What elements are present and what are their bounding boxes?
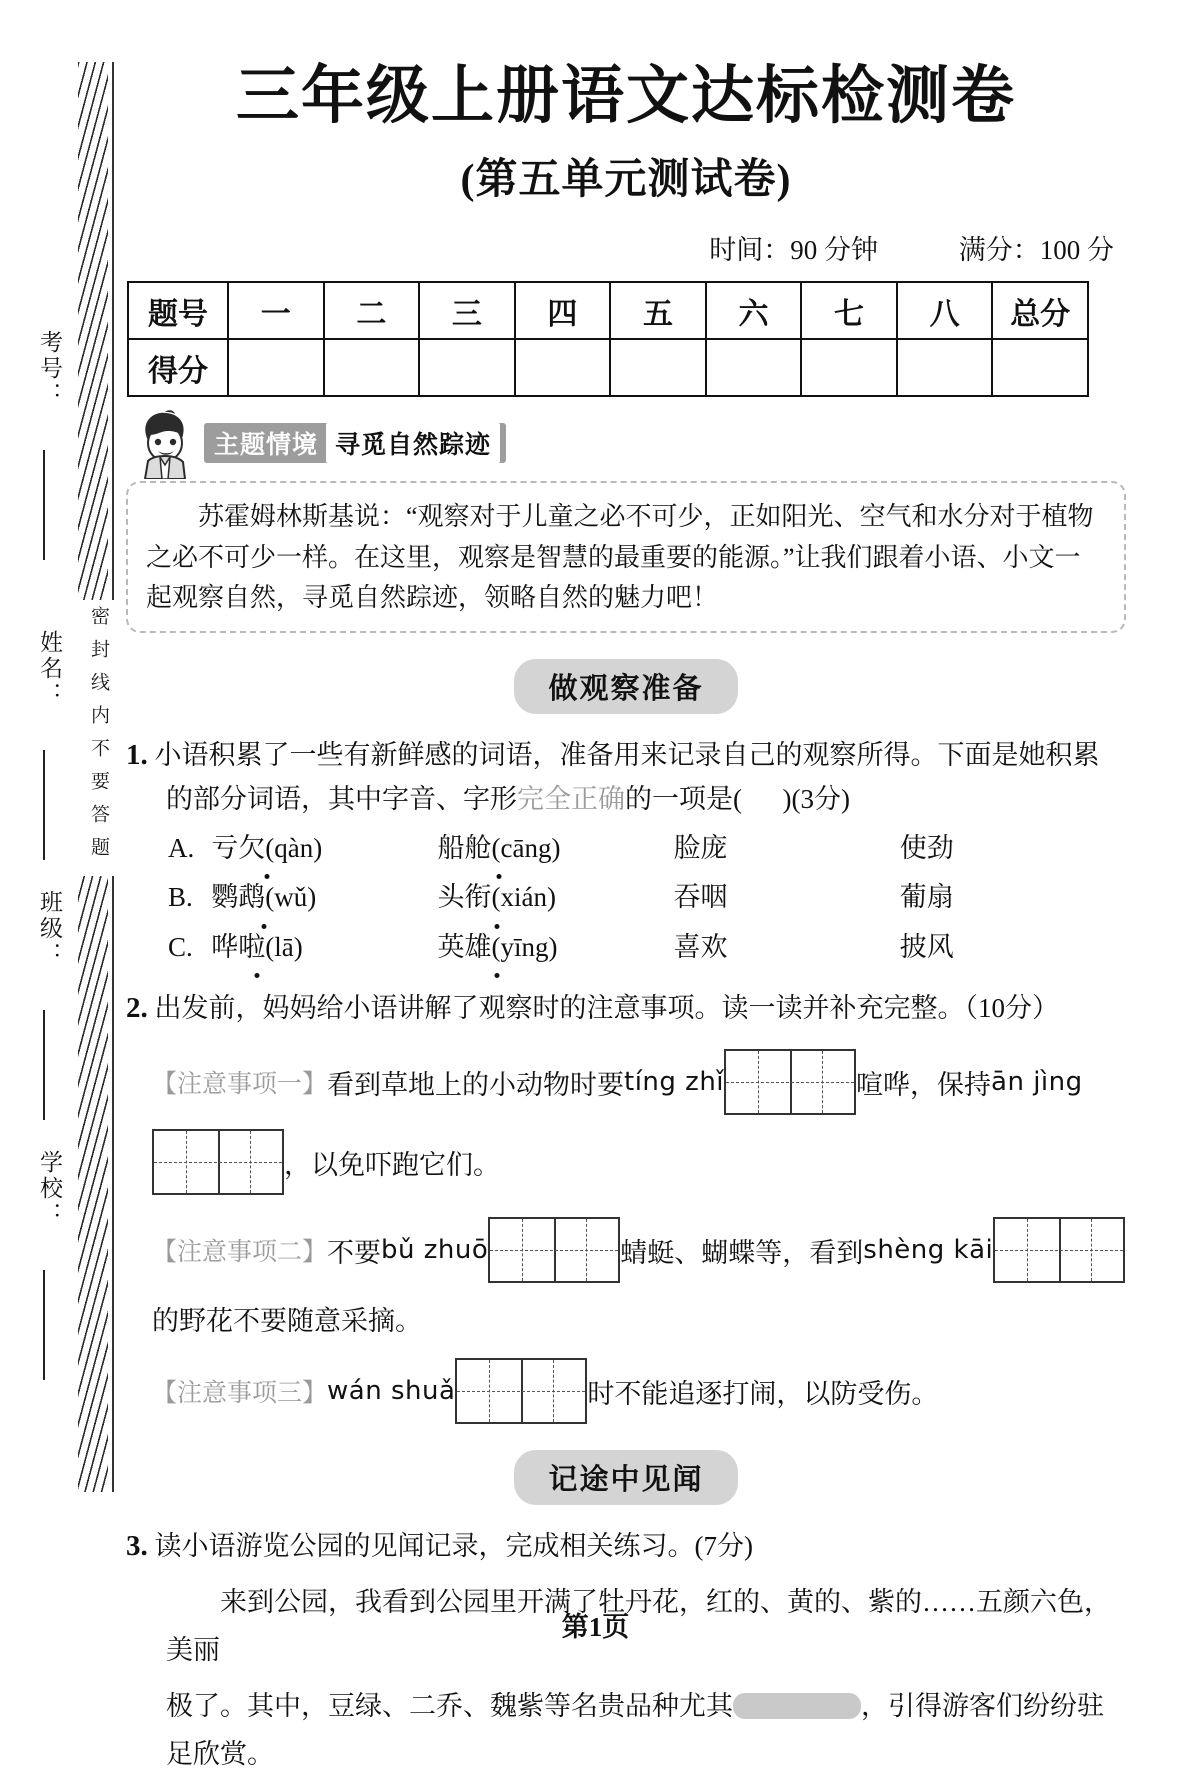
score-cell-8[interactable] <box>897 339 993 396</box>
score-row-label-question: 题号 <box>128 282 228 339</box>
score-cell-3[interactable] <box>419 339 515 396</box>
option-a-item-4: 使劲 <box>899 833 954 864</box>
note-2-pinyin1: bǔ zhuō <box>381 1235 489 1266</box>
page-title: 三年级上册语文达标检测卷 <box>236 61 1016 131</box>
question-3-passage-line2 <box>126 1682 1126 1778</box>
redacted-blank[interactable] <box>733 1693 861 1719</box>
field-exam-number-rule <box>43 450 45 560</box>
note-1-seg3: ，以免吓跑它们。 <box>284 1149 500 1180</box>
option-a-item-2: 船舱(cāng) <box>438 827 561 870</box>
question-1-option-b[interactable] <box>126 876 1126 919</box>
field-name: 姓名： <box>37 630 62 708</box>
question-2 <box>126 985 1126 1031</box>
section-pill-record: 记途中见闻 <box>514 1450 737 1505</box>
score-col-6: 六 <box>706 282 802 339</box>
exam-time: 时间：90 分钟 <box>709 235 878 266</box>
page-footer: 第1页 <box>561 1612 630 1642</box>
note-2-seg1: 不要 <box>327 1237 382 1268</box>
note-3-label: 【注意事项三】 <box>152 1380 328 1408</box>
question-3 <box>126 1523 1126 1569</box>
question-3-passage-line2-part2: ，引得游客们纷纷驻足欣赏。 <box>166 1690 1104 1769</box>
option-b-item-1: 鹦鹉(wǔ) <box>211 876 316 919</box>
note-1-grid-1[interactable] <box>724 1049 856 1115</box>
score-cell-total[interactable] <box>992 339 1088 396</box>
exam-total-score: 满分：100 分 <box>958 235 1114 266</box>
score-cell-4[interactable] <box>515 339 611 396</box>
note-line-1-cont <box>126 1129 1126 1195</box>
note-line-1 <box>126 1049 1126 1115</box>
score-cell-2[interactable] <box>324 339 420 396</box>
question-3-passage-line2-part1: 极了。其中，豆绿、二乔、魏紫等名贵品种尤其 <box>166 1690 733 1721</box>
question-1-number: 1. <box>126 738 148 771</box>
question-3-number: 3. <box>126 1530 148 1563</box>
theme-intro-text: 苏霍姆林斯基说：“观察对于儿童之必不可少，正如阳光、空气和水分对于植物之必不可少一样。在这里，观察是智慧的最重要的能源。”让我们跟着小语、小文一起观察自然，寻觅自然踪迹，领略自然的魅力吧！ <box>146 502 1094 613</box>
question-1-stem-line2 <box>126 778 1126 821</box>
score-table <box>127 281 1089 397</box>
score-table-value-row <box>128 339 1088 396</box>
note-3-seg2: 时不能追逐打闹，以防受伤。 <box>587 1378 939 1409</box>
theme-tag <box>204 423 506 463</box>
question-1-emphasis: 完全正确 <box>517 784 625 815</box>
note-2-grid-2[interactable] <box>993 1217 1125 1283</box>
score-row-label-points: 得分 <box>128 339 228 396</box>
option-c-label: C. <box>168 931 193 962</box>
note-2-label: 【注意事项二】 <box>152 1239 328 1267</box>
question-1-stem-part1: 的部分词语，其中字音、字形 <box>166 784 517 815</box>
field-school-rule <box>43 1270 45 1380</box>
score-col-3: 三 <box>419 282 515 339</box>
question-2-stem: 出发前，妈妈给小语讲解了观察时的注意事项。读一读并补充完整。（10分） <box>154 992 1059 1023</box>
field-exam-number: 考号： <box>37 330 62 408</box>
question-1-stem-line1: 小语积累了一些有新鲜感的词语，准备用来记录自己的观察所得。下面是她积累 <box>154 739 1100 770</box>
note-line-2 <box>126 1217 1126 1283</box>
score-col-8: 八 <box>897 282 993 339</box>
score-table-header-row <box>128 282 1088 339</box>
note-2-seg2: 蜻蜓、蝴蝶等，看到 <box>620 1237 864 1268</box>
question-3-stem: 读小语游览公园的见闻记录，完成相关练习。(7分) <box>154 1531 753 1562</box>
score-col-2: 二 <box>324 282 420 339</box>
section-pill-prepare: 做观察准备 <box>514 659 737 714</box>
question-1 <box>126 732 1126 969</box>
field-class-rule <box>43 1010 45 1120</box>
option-c-item-3: 喜欢 <box>673 931 728 962</box>
note-1-pinyin1: tíng zhǐ <box>624 1067 725 1098</box>
main-content <box>126 0 1126 1769</box>
note-line-2-cont <box>126 1299 1126 1338</box>
theme-intro-box <box>126 481 1126 633</box>
option-b-item-2: 头衔(xián) <box>438 876 556 919</box>
score-col-5: 五 <box>610 282 706 339</box>
theme-tag-label: 主题情境 <box>214 431 319 460</box>
note-line-3 <box>126 1358 1126 1424</box>
exam-meta <box>126 228 1126 267</box>
note-1-pinyin2: ān jìng <box>991 1067 1083 1098</box>
score-cell-1[interactable] <box>228 339 324 396</box>
option-a-label: A. <box>168 833 195 864</box>
question-1-option-c[interactable] <box>126 926 1126 969</box>
option-b-label: B. <box>168 882 193 913</box>
question-1-answer-blank[interactable] <box>742 784 783 814</box>
option-c-item-4: 披风 <box>899 931 954 962</box>
question-3-passage-line1: 来到公园，我看到公园里开满了牡丹花，红的、黄的、紫的……五颜六色，美丽 <box>166 1586 1111 1665</box>
field-name-rule <box>43 750 45 860</box>
field-school: 学校： <box>37 1150 62 1228</box>
note-3-pinyin1: wán shuǎ <box>327 1376 456 1407</box>
score-cell-5[interactable] <box>610 339 706 396</box>
note-2-pinyin2: shèng kāi <box>863 1235 994 1266</box>
option-b-item-4: 葡扇 <box>899 882 954 913</box>
seal-label: 密封线内不要答题 <box>76 600 114 876</box>
question-2-number: 2. <box>126 991 148 1024</box>
note-1-label: 【注意事项一】 <box>152 1071 328 1099</box>
note-1-seg2: 喧哗，保持 <box>856 1069 992 1100</box>
note-2-grid-1[interactable] <box>488 1217 620 1283</box>
seal-sidebar <box>0 0 118 1684</box>
question-1-stem-part2: 的一项是( <box>625 784 742 815</box>
score-col-7: 七 <box>801 282 897 339</box>
note-1-grid-2[interactable] <box>152 1129 284 1195</box>
score-col-1: 一 <box>228 282 324 339</box>
option-a-item-1: 亏欠(qàn) <box>211 827 322 870</box>
question-1-stem-part3: )(3分) <box>782 784 850 815</box>
score-cell-6[interactable] <box>706 339 802 396</box>
question-1-option-a[interactable] <box>126 827 1126 870</box>
page-subtitle: (第五单元测试卷) <box>460 157 792 204</box>
note-3-grid-1[interactable] <box>455 1358 587 1424</box>
student-avatar-icon <box>132 409 198 479</box>
score-col-total: 总分 <box>992 282 1088 339</box>
field-class: 班级： <box>37 890 62 968</box>
theme-tag-title: 寻觅自然踪迹 <box>326 423 500 463</box>
score-col-4: 四 <box>515 282 611 339</box>
student-info-fields <box>22 330 66 1330</box>
option-a-item-3: 脸庞 <box>673 833 728 864</box>
score-cell-7[interactable] <box>801 339 897 396</box>
option-b-item-3: 吞咽 <box>673 882 728 913</box>
option-c-item-2: 英雄(yīng) <box>438 926 558 969</box>
note-1-seg1: 看到草地上的小动物时要 <box>327 1069 625 1100</box>
note-2-seg3: 的野花不要随意采摘。 <box>152 1306 422 1337</box>
theme-banner <box>126 423 1126 477</box>
option-c-item-1: 哗啦(lā) <box>211 926 302 969</box>
